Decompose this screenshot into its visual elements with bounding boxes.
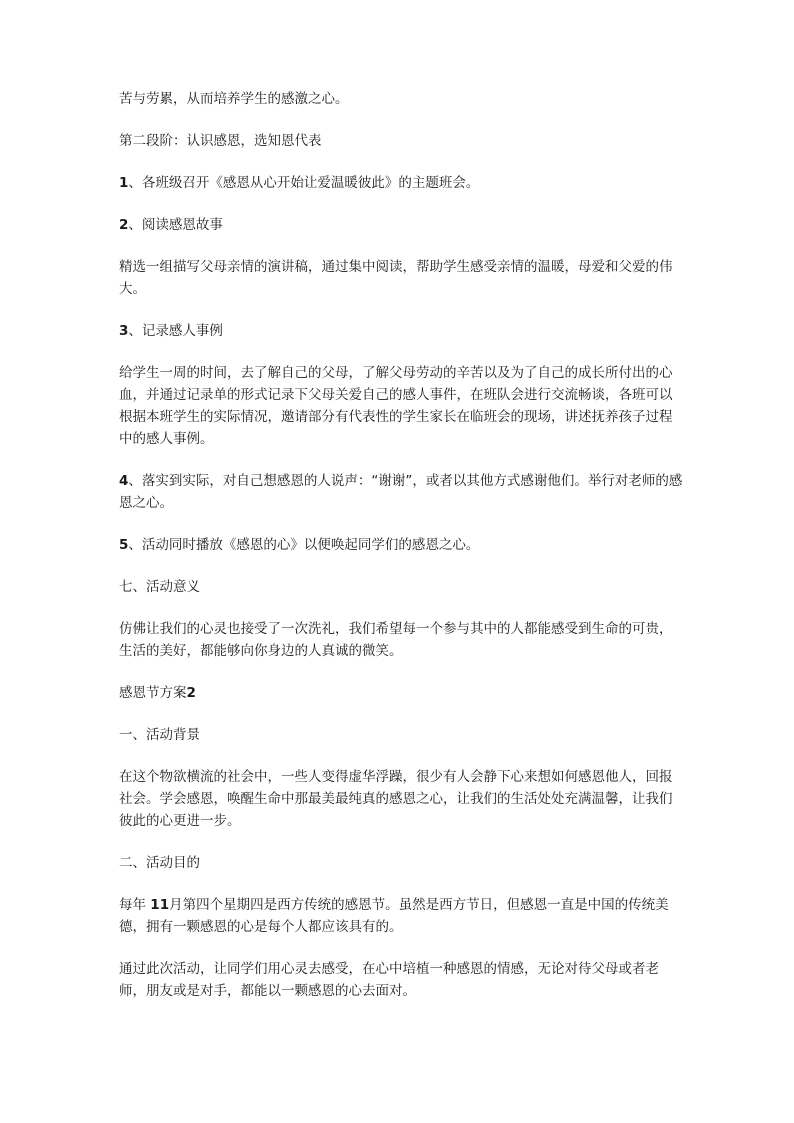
paragraph-text: 给学生一周的时间，去了解自己的父母，了解父母劳动的辛苦以及为了自己的成长所付出的心血，并通过记录单的形式记录下父母关爱自己的感人事件，在班队会进行交流畅谈，各班可以根据本班学生的实际情况，邀请部分有代表性的学生家长在临班会的现场，讲述抚养孩子过程中的感人事例。 — [119, 365, 673, 447]
list-number: 4 — [119, 473, 129, 489]
paragraph-intro-continuation — [119, 88, 685, 110]
plan-title — [119, 682, 685, 704]
list-text: 、活动同时播放《感恩的心》以便唤起同学们的感恩之心。 — [128, 537, 480, 553]
heading-text: 一、活动背景 — [119, 727, 200, 743]
list-text: 、记录感人事例 — [128, 323, 223, 339]
section-heading-purpose — [119, 852, 685, 874]
paragraph-text: 苦与劳累，从而培养学生的感激之心。 — [119, 91, 349, 107]
list-item-3 — [119, 320, 685, 342]
paragraph-record — [119, 362, 685, 450]
paragraph-text: 仿佛让我们的心灵也接受了一次洗礼，我们希望每一个参与其中的人都能感受到生命的可贵，生活的美好，都能够向你身边的人真诚的微笑。 — [119, 621, 673, 659]
list-item-1 — [119, 172, 685, 194]
list-item-5 — [119, 534, 685, 556]
date-number: 11 — [150, 897, 170, 913]
paragraph-reading — [119, 256, 685, 300]
heading-text: 二、活动目的 — [119, 855, 200, 871]
plan-title-text: 感恩节方案 — [119, 685, 187, 701]
section-heading-stage-two — [119, 130, 685, 152]
list-item-4 — [119, 470, 685, 514]
paragraph-text: 通过此次活动，让同学们用心灵去感受，在心中培植一种感恩的情感，无论对待父母或者老师，朋友或是对手，都能以一颗感恩的心去面对。 — [119, 961, 659, 999]
list-number: 5 — [119, 537, 129, 553]
document-body — [119, 88, 685, 1022]
list-number: 1 — [119, 175, 129, 191]
list-text: 、阅读感恩故事 — [128, 217, 223, 233]
list-item-2 — [119, 214, 685, 236]
heading-text: 第二段阶：认识感恩，选知恩代表 — [119, 133, 322, 149]
paragraph-text: 精选一组描写父母亲情的演讲稿，通过集中阅读，帮助学生感受亲情的温暖，母爱和父爱的伟大。 — [119, 259, 673, 297]
paragraph-activity — [119, 958, 685, 1002]
paragraph-text: 月第四个星期四是西方传统的感恩节。虽然是西方节日，但感恩一直是中国的传统美德，拥有一颗感恩的心是每个人都应该具有的。 — [119, 897, 669, 935]
plan-number: 2 — [186, 685, 196, 701]
list-text: 、各班级召开《感恩从心开始让爱温暖彼此》的主题班会。 — [128, 175, 480, 191]
paragraph-purpose — [119, 894, 685, 938]
list-number: 3 — [119, 323, 129, 339]
list-number: 2 — [119, 217, 129, 233]
paragraph-background — [119, 766, 685, 832]
list-text: 、落实到实际，对自己想感恩的人说声：“谢谢”，或者以其他方式感谢他们。举行对老师的感恩之心。 — [119, 473, 683, 511]
paragraph-significance — [119, 618, 685, 662]
section-heading-background — [119, 724, 685, 746]
paragraph-text: 在这个物欲横流的社会中，一些人变得虚华浮躁，很少有人会静下心来想如何感恩他人，回报社会。学会感恩，唤醒生命中那最美最纯真的感恩之心，让我们的生活处处充满温馨，让我们彼此的心更进一步。 — [119, 769, 673, 829]
heading-text: 七、活动意义 — [119, 579, 200, 595]
paragraph-prefix: 每年 — [119, 897, 151, 913]
section-heading-significance — [119, 576, 685, 598]
